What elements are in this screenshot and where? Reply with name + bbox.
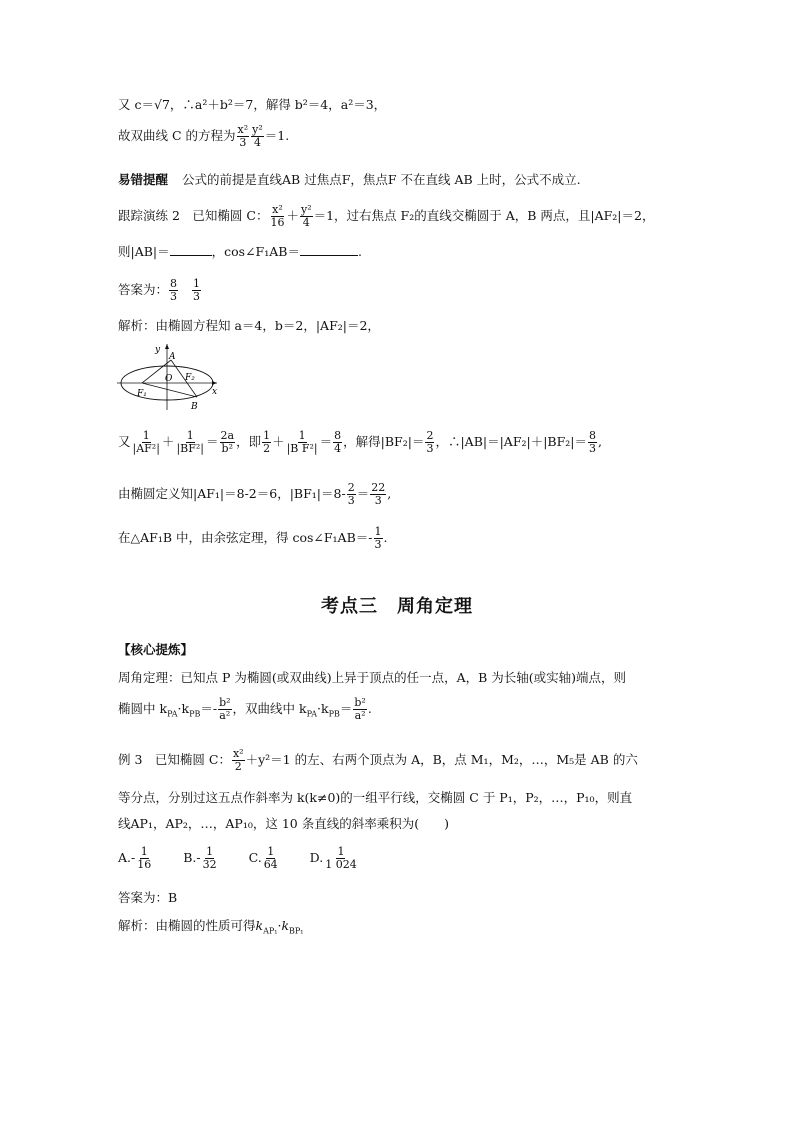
text-line-2 <box>118 124 289 149</box>
fraction: $\frac{8}{4}$ <box>334 429 342 455</box>
subscript: PA <box>167 709 178 719</box>
subscript: PB <box>189 709 201 719</box>
option-d: D. $\frac{1}{1 024}$ <box>309 845 357 871</box>
fraction: $\frac{2}{3}$ <box>426 429 434 455</box>
option-c: C. $\frac{1}{64}$ <box>248 845 278 871</box>
text-segment: 则|AB|＝ <box>118 244 170 259</box>
core-label: 【核心提炼】 <box>118 642 194 657</box>
math-k: k <box>255 918 264 933</box>
text-line-10: 在△AF₁B 中，由余弦定理，得 cos∠F₁AB＝- $\frac{1}{3}$ . <box>118 525 388 551</box>
answer-label: 答案为： <box>118 282 169 297</box>
fraction: $\frac{2a}{\text{b²}}$ <box>220 429 235 455</box>
label-y: y <box>155 345 161 355</box>
option-b: B.- $\frac{1}{32}$ <box>183 845 217 871</box>
text-line-3 <box>118 172 581 188</box>
text-line-8: 又 $\frac{1}{\text{|AF²|}}$ ＋ $\frac{1}{\text{|BF²|}}$ ＝ $\frac{2a}{\text{b²}}$ ，即 $\frac{1}{2}$ ＋ $\frac{1}{\text{|B F²|}}$ ＝ $\frac{8}{4}$ ，解得|BF₂|＝ $\frac{2}{3}$ ，∴|AB|＝|AF₂|＋|BF₂|＝ $\frac{8}{3}$ , <box>118 429 603 455</box>
fraction: $\frac{8}{3}$ <box>589 429 597 455</box>
y-axis-arrow <box>165 344 169 349</box>
fraction: $\frac{2}{3}$ <box>347 481 355 507</box>
text-segment: ，∴|AB|＝|AF₂|＋|BF₂|＝ <box>435 434 588 449</box>
subscript: AP₁ <box>263 926 278 936</box>
fraction: $\frac{1}{3}$ <box>374 525 382 551</box>
text-line-12: 椭圆中 $k_{PA}\cdot k_{PB}=-$ $\frac{\text{b²}}{\text{a²}}$ ，双曲线中 $k_{PA}\cdot k_{PB}=$ $\frac{\text{b²}}{\text{a²}}$ . <box>118 696 372 722</box>
fraction: $\frac{\text{y²}}{4}$ <box>300 203 312 229</box>
fraction: $\frac{\text{x²}}{3}$ <box>237 123 249 149</box>
text-line-13 <box>118 748 638 773</box>
label-f1: F₁ <box>137 389 147 399</box>
text-segment: 在△AF₁B 中，由余弦定理，得 cos∠F₁AB＝- <box>118 530 373 545</box>
fraction: $\frac{\text{x²}}{2}$ <box>232 747 244 773</box>
answer-line: 答案为：B <box>118 890 178 905</box>
section-title: 考点三 周角定理 <box>321 596 473 617</box>
text-segment: ，即 <box>236 434 262 449</box>
text-segment: 又 <box>118 434 131 449</box>
fraction: $\frac{8}{3}$ <box>170 277 178 303</box>
fraction: $\frac{1}{2}$ <box>263 429 271 455</box>
subscript: BP₁ <box>289 926 304 936</box>
tip-text: 公式的前提是直线AB 过焦点F，焦点F 不在直线 AB 上时，公式不成立. <box>182 172 581 187</box>
text-line-5 <box>118 243 362 260</box>
text-line-7: 解析：由椭圆方程知 a＝4，b＝2，|AF₂|＝2， <box>118 318 380 333</box>
text-segment: ＝1. <box>264 128 290 143</box>
text-line-9: 由椭圆定义知|AF₁|＝8-2＝6，|BF₁|＝8- $\frac{2}{3}$ ＝ $\frac{22}{3}$ , <box>118 481 392 507</box>
answer-blank <box>300 243 358 256</box>
fraction: $\frac{\text{b²}}{\text{a²}}$ <box>354 696 366 722</box>
fraction: $\frac{1}{\text{|AF²|}}$ <box>132 429 160 455</box>
text-segment: ，解得|BF₂|＝ <box>343 434 425 449</box>
answer-blank <box>170 243 212 256</box>
fraction: $\frac{1}{3}$ <box>193 277 201 303</box>
tip-label: 易错提醒 <box>118 172 169 187</box>
fraction: $\frac{\text{x²}}{16}$ <box>270 203 285 229</box>
text-segment: ，cos∠F₁AB＝ <box>211 244 300 259</box>
text-segment: ＝1，过右焦点 F₂的直线交椭圆于 A，B 两点，且|AF₂|＝2， <box>313 208 655 223</box>
fraction: $\frac{1}{\text{|BF²|}}$ <box>176 429 204 455</box>
text-line-11: 周角定理：已知点 P 为椭圆(或双曲线)上异于顶点的任一点，A，B 为长轴(或实轴)端点，则 <box>118 670 627 685</box>
fraction: $\frac{\text{b²}}{\text{a²}}$ <box>219 696 231 722</box>
label-a: A <box>169 352 176 362</box>
text-line-15: 线AP₁，AP₂，…，AP₁₀，这 10 条直线的斜率乘积为( ) <box>118 816 449 831</box>
subscript: PB <box>328 709 340 719</box>
fraction: $\frac{22}{3}$ <box>371 481 386 507</box>
subscript: PA <box>306 709 318 719</box>
text-segment: 由椭圆定义知|AF₁|＝8-2＝6，|BF₁|＝8- <box>118 486 346 501</box>
text-segment: ＝- <box>200 701 218 716</box>
ellipse-figure <box>115 340 225 412</box>
label-b: B <box>191 402 198 412</box>
text-line-4: 跟踪演练 2 已知椭圆 C： $\frac{\text{x²}}{16}$ ＋ $\frac{\text{y²}}{4}$ ＝1，过右焦点 F₂的直线交椭圆于 A，B 两点，且|AF₂|＝2， <box>118 203 655 229</box>
text-line-6 <box>118 278 202 303</box>
text-segment: 跟踪演练 2 已知椭圆 C： <box>118 208 269 223</box>
text-segment: 故双曲线 C 的方程为 <box>118 128 236 143</box>
text-segment: . <box>357 244 362 259</box>
label-f2: F₂ <box>185 373 195 383</box>
text-segment: 解析：由椭圆的性质可得 <box>118 918 256 933</box>
label-o: O <box>165 374 173 384</box>
label-x: x <box>212 387 218 397</box>
options-row <box>118 846 385 871</box>
fraction: $\frac{\text{y²}}{4}$ <box>252 123 263 149</box>
fraction: $\frac{1}{\text{|B F²|}}$ <box>286 429 318 455</box>
text-segment: 椭圆中 k <box>118 701 168 716</box>
text-line-1: 又 c＝√7，∴a²＋b²＝7，解得 b²＝4，a²＝3， <box>118 97 387 112</box>
text-line-14: 等分点，分别过这五点作斜率为 k(k≠0)的一组平行线，交椭圆 C 于 P₁，P₂，…，P₁₀，则直 <box>118 790 633 805</box>
analysis-line: 解析：由椭圆的性质可得$k_{AP_1}\cdot k_{BP_1}$ <box>118 918 304 936</box>
option-a: A.- $\frac{1}{16}$ <box>118 845 152 871</box>
text-segment: 例 3 已知椭圆 C： <box>118 752 231 767</box>
text-segment: ＋y²＝1 的左、右两个顶点为 A，B，点 M₁，M₂，…，M₅是 AB 的六 <box>245 752 638 767</box>
math-k: k <box>281 918 290 933</box>
text-segment: ，双曲线中 k <box>232 701 307 716</box>
